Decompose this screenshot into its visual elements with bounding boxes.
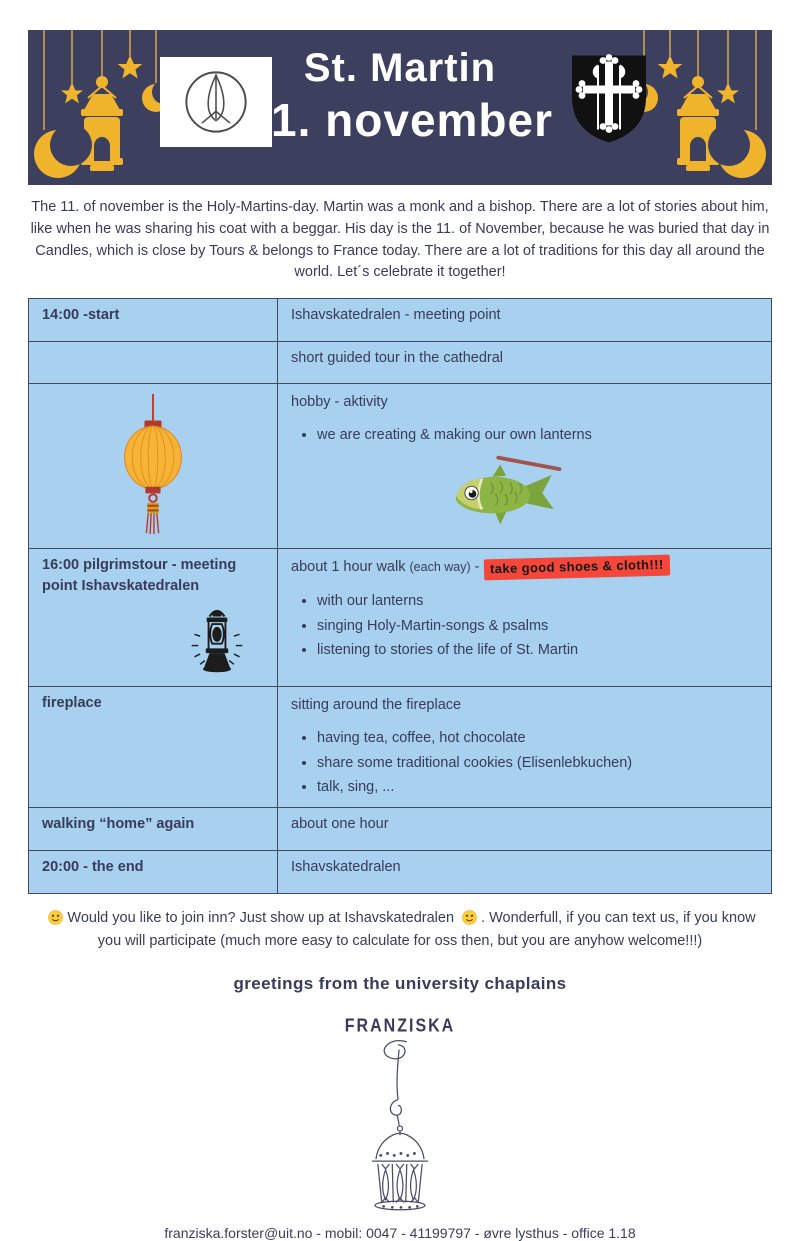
oil-lantern-icon <box>187 604 247 674</box>
bullet-item: • singing Holy-Martin-songs & psalms <box>317 616 758 636</box>
time-cell <box>29 342 278 384</box>
dash: - <box>474 559 480 576</box>
fish-lantern-icon <box>441 450 569 536</box>
page-title: St. Martin <box>303 46 497 90</box>
join-text-pre: Would you like to join inn? Just show up at Ishavskatedralen <box>67 910 455 927</box>
table-row <box>29 549 772 687</box>
desc-cell: Ishavskatedralen - meeting point <box>278 299 772 342</box>
intro-paragraph: The 11. of november is the Holy-Martins-day. Martin was a monk and a bishop. There are a lot of stories about him, like when he was sharing his coat with a beggar. His day is the 11. of November, because he was buried that day in Candles, which is close by Tours & belongs to France today. There are a lot of traditions for this day all around the world. Let´s celebrate it together! <box>30 199 770 281</box>
bullet-item: • having tea, coffee, hot chocolate <box>317 728 758 748</box>
time-cell: 14:00 -start <box>29 299 278 342</box>
time-cell: walking “home” again <box>29 808 278 851</box>
table-row <box>29 299 772 342</box>
desc-cell <box>278 384 772 549</box>
each-way-note: (each way) <box>409 560 471 575</box>
table-row <box>29 851 772 894</box>
bullet-item: • with our lanterns <box>317 591 758 611</box>
time-cell <box>29 384 278 549</box>
time-cell: 20:00 - the end <box>29 851 278 894</box>
join-paragraph <box>34 907 766 952</box>
paper-lantern-icon <box>118 394 188 536</box>
signature-name: FRANZISKA <box>344 1016 456 1037</box>
smiley-icon <box>462 910 477 925</box>
church-shield-icon <box>568 50 650 148</box>
bullet-item: • we are creating & making our own lanterns <box>317 425 758 445</box>
lantern-drawing-area <box>0 1038 800 1221</box>
table-row <box>29 384 772 549</box>
page-subtitle: 11. november <box>246 94 554 146</box>
desc-cell <box>278 687 772 808</box>
contact-footer: franziska.forster@uit.no - mobil: 0047 - 41199797 - øvre lysthus - office 1.18 <box>164 1225 636 1241</box>
bullet-item: • share some traditional cookies (Elisenlebkuchen) <box>317 753 758 773</box>
time-label: 16:00 pilgrimstour - meeting point Ishavskatedralen <box>42 557 237 594</box>
signature-row <box>0 1018 800 1036</box>
schedule-table <box>28 298 772 894</box>
walk-text: about 1 hour walk <box>291 559 406 576</box>
activity-title: hobby - aktivity <box>291 394 388 410</box>
fireplace-title: sitting around the fireplace <box>291 697 462 714</box>
join-text-post: . Wonderfull, if you can text us, if you know you will participate (much more easy to calculate for oss then, but you are anyhow welcome!!!) <box>97 910 756 949</box>
header-titles <box>200 44 600 150</box>
table-row <box>29 808 772 851</box>
table-row <box>29 342 772 384</box>
bullet-item: • listening to stories of the life of St. Martin <box>317 640 758 660</box>
hand-drawn-lantern-icon <box>315 1038 485 1216</box>
flyer-page <box>0 30 800 1241</box>
desc-cell: about one hour <box>278 808 772 851</box>
desc-cell: short guided tour in the cathedral <box>278 342 772 384</box>
greetings-line: greetings from the university chaplains <box>233 974 567 994</box>
highlight-note: take good shoes & cloth!!! <box>483 555 669 581</box>
desc-cell: Ishavskatedralen <box>278 851 772 894</box>
table-row <box>29 687 772 808</box>
bullet-item: • talk, sing, ... <box>317 777 758 797</box>
header-band <box>28 30 772 185</box>
time-cell: fireplace <box>29 687 278 808</box>
smiley-icon <box>48 910 63 925</box>
time-cell <box>29 549 278 687</box>
desc-cell <box>278 549 772 687</box>
